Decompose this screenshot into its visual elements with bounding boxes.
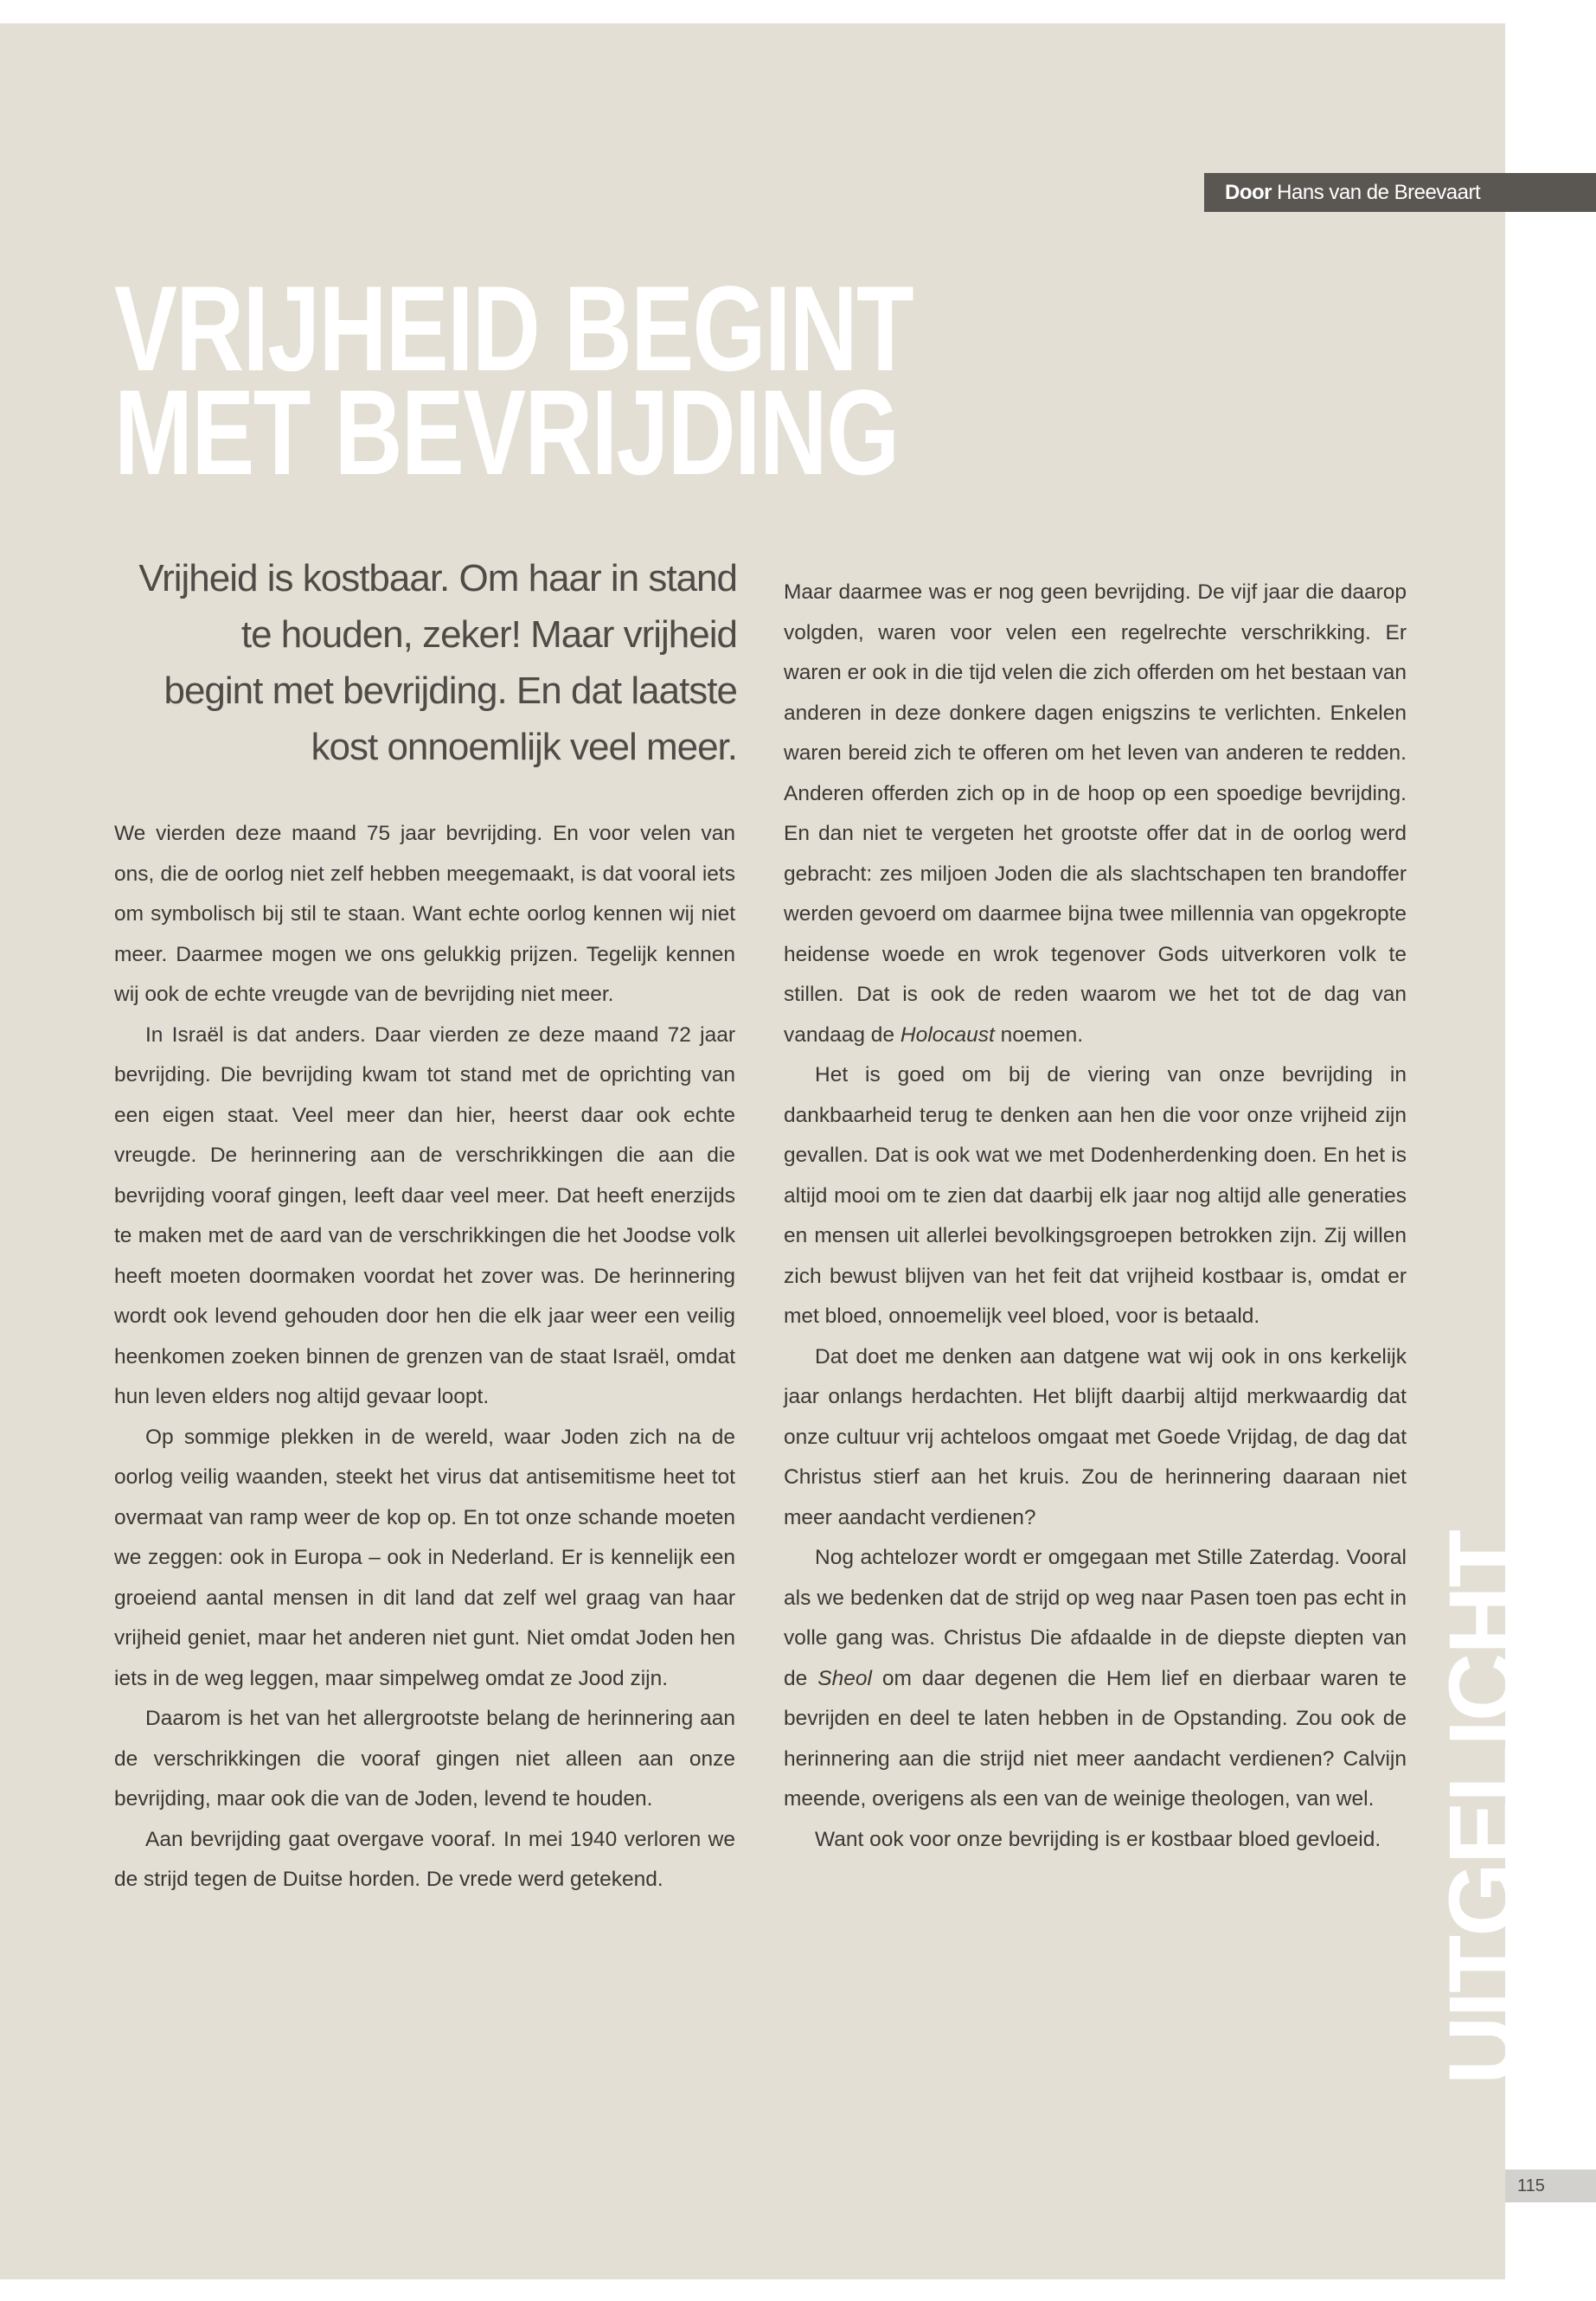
right-paragraph-5: Want ook voor onze bevrijding is er kostbaar bloed gevloeid.	[815, 1827, 1381, 1851]
right-column	[784, 573, 1407, 1860]
author-prefix: Door	[1225, 181, 1272, 204]
right-p1-text: Maar daarmee was er nog geen bevrijding. De vijf jaar die daarop volgden, waren voor velen een regelrechte verschrikking. Er waren er ook in die tijd velen die zich offerden om het bestaan van anderen in deze donkere dagen enigszins te verlichten. Enkelen waren bereid zich te offeren om het leven van anderen te redden. Anderen offerden zich op in de hoop op een spoedige bevrijding. En dan niet te vergeten het grootste offer dat in de oorlog werd gebracht: zes miljoen Joden die als slachtschapen ten brandoffer werden gevoerd om daarmee bijna twee millennia van opgekropte heidense woede en wrok tegenover Gods uitverkoren volk te stillen. Dat is ook de reden waarom we het tot de dag van vandaag de	[784, 580, 1407, 1047]
right-p1-emphasis: Holocaust	[900, 1022, 995, 1047]
right-paragraph-2: Het is goed om bij de viering van onze bevrijding in dankbaarheid terug te denken aan hen die voor onze vrijheid zijn gevallen. Dat is ook wat we met Dodenherdenking doen. En het is altijd mooi om te zien dat daarbij elk jaar nog altijd alle generaties en mensen uit allerlei bevolkingsgroepen betrokken zijn. Zij willen zich bewust blijven van het feit dat vrijheid kostbaar is, omdat er met bloed, onnoemelijk veel bloed, voor is betaald.	[784, 1063, 1407, 1328]
left-paragraph-2: In Israël is dat anders. Daar vierden ze deze maand 72 jaar bevrijding. Die bevrijding kwam tot stand met de oprichting van een eigen staat. Veel meer dan hier, heerst daar ook echte vreugde. De herinnering aan de verschrikkingen die aan die bevrijding vooraf gingen, leeft daar veel meer. Dat heeft enerzijds te maken met de aard van de verschrikkingen die het Joodse volk heeft moeten doormaken voordat het zover was. De herinnering wordt ook levend gehouden door hen die elk jaar weer een veilig heenkomen zoeken binnen de grenzen van de staat Israël, omdat hun leven elders nog altijd gevaar loopt.	[114, 1022, 735, 1408]
right-p4-text: Nog achtelozer wordt er omgegaan met Stille Zaterdag. Vooral als we bedenken dat de strijd op weg naar Pasen toen pas echt in volle gang was. Christus Die afdaalde in de diepste diepten van de	[784, 1546, 1407, 1690]
right-p1-text-end: noemen.	[1000, 1022, 1084, 1047]
right-paragraph-4	[784, 1538, 1407, 1820]
lead-paragraph: Vrijheid is kostbaar. Om haar in stand te houden, zeker! Maar vrijheid begint met bevrijding. En dat laatste kost onnoemlijk veel meer.	[138, 557, 737, 768]
author-byline	[1204, 173, 1596, 212]
left-paragraph-4: Daarom is het van het allergrootste belang de herinnering aan de verschrikkingen die vooraf gingen niet alleen aan onze bevrijding, maar ook die van de Joden, levend te houden.	[114, 1707, 735, 1811]
author-name: Hans van de Breevaart	[1277, 181, 1481, 204]
section-label: UITGELICHT	[1430, 1531, 1536, 2085]
left-paragraph-1: We vierden deze maand 75 jaar bevrijding. En voor velen van ons, die de oorlog niet zelf hebben meegemaakt, is dat vooral iets om symbolisch bij stil te staan. Want echte oorlog kennen wij niet meer. Daarmee mogen we ons gelukkig prijzen. Tegelijk kennen wij ook de echte vreugde van de bevrijding niet meer.	[114, 822, 735, 1006]
right-p4-emphasis: Sheol	[817, 1666, 872, 1690]
left-paragraph-3: Op sommige plekken in de wereld, waar Joden zich na de oorlog veilig waanden, steekt het virus dat antisemitisme heet tot overmaat van ramp weer de kop op. En tot onze schande moeten we zeggen: ook in Europa – ook in Nederland. Er is kennelijk een groeiend aantal mensen in dit land dat zelf wel graag van haar vrijheid geniet, maar het anderen niet gunt. Niet omdat Joden hen iets in de weg leggen, maar simpelweg omdat ze Jood zijn.	[114, 1425, 735, 1690]
right-paragraph-3: Dat doet me denken aan datgene wat wij ook in ons kerkelijk jaar onlangs herdachten. Het blijft daarbij altijd merkwaardig dat onze cultuur vrij achteloos omgaat met Goede Vrijdag, de dag dat Christus stierf aan het kruis. Zou de herinnering daaraan niet meer aandacht verdienen?	[784, 1344, 1407, 1529]
title-line-2: MET BEVRIJDING	[114, 364, 899, 500]
page-number: 115	[1505, 2170, 1596, 2202]
left-paragraph-5: Aan bevrijding gaat overgave vooraf. In mei 1940 verloren we de strijd tegen de Duitse horden. De vrede werd getekend.	[114, 1827, 735, 1891]
left-column	[114, 814, 735, 1900]
right-p4-text-end: om daar degenen die Hem lief en dierbaar waren te bevrijden en deel te laten hebben in de Opstanding. Zou ook de herinnering aan die strijd niet meer aandacht verdienen? Calvijn meende, overigens als een van de weinige theologen, van wel.	[784, 1666, 1407, 1811]
title-line-1: VRIJHEID BEGINT	[114, 260, 913, 396]
article-title	[114, 260, 924, 500]
right-paragraph-1	[784, 573, 1407, 1055]
